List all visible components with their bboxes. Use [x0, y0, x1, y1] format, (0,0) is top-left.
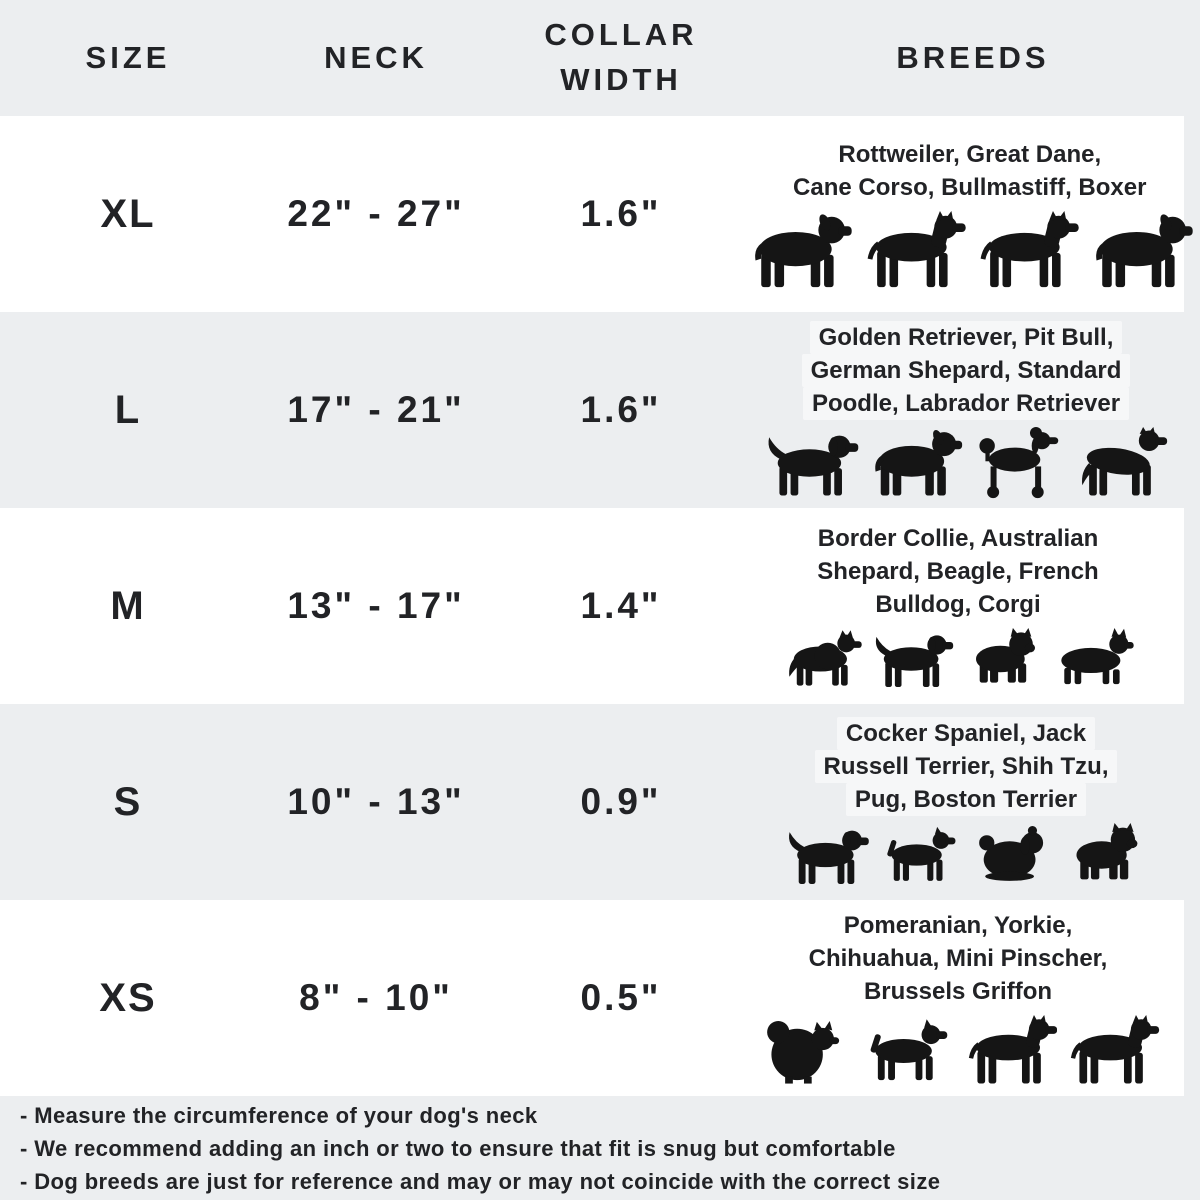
border-collie-icon	[782, 628, 865, 690]
breeds-text: Golden Retriever, Pit Bull, German Shepard, Standard Poodle, Labrador Retriever	[802, 321, 1131, 420]
breeds-text: Border Collie, Australian Shepard, Beagle, French Bulldog, Corgi	[808, 522, 1107, 621]
pug-icon	[1062, 823, 1147, 887]
neck-value: 17" - 21"	[287, 389, 465, 430]
dog-icons	[785, 823, 1147, 887]
beagle-icon	[872, 628, 955, 690]
breeds-cell	[746, 508, 1184, 704]
neck-value: 13" - 17"	[287, 585, 465, 626]
header-neck: NECK	[324, 39, 428, 75]
standard-poodle-icon	[970, 427, 1066, 499]
breeds-cell	[746, 704, 1200, 900]
footnote: - Measure the circumference of your dog's neck	[20, 1102, 538, 1128]
dog-icons	[764, 427, 1169, 499]
dog-icons	[756, 1015, 1161, 1087]
breeds-cell	[746, 116, 1200, 312]
cocker-spaniel-icon	[785, 823, 870, 887]
breeds-text: Pomeranian, Yorkie, Chihuahua, Mini Pinscher, Brussels Griffon	[800, 909, 1117, 1008]
mini-pinscher-icon	[1064, 1015, 1160, 1087]
size-value: L	[114, 387, 142, 432]
table-header-row	[0, 0, 1200, 116]
german-shepard-icon	[1072, 427, 1168, 499]
great-dane-icon	[860, 211, 967, 291]
size-value: M	[110, 583, 146, 628]
bullmastiff-icon	[1087, 211, 1194, 291]
dog-icons	[746, 211, 1194, 291]
breeds-text: Cocker Spaniel, Jack Russell Terrier, Shih Tzu, Pug, Boston Terrier	[815, 717, 1118, 816]
header-breeds: BREEDS	[896, 39, 1050, 75]
french-bulldog-icon	[962, 628, 1045, 690]
table-row-l	[0, 312, 1200, 508]
breeds-text: Rottweiler, Great Dane, Cane Corso, Bullmastiff, Boxer	[784, 138, 1155, 204]
rottweiler-icon	[746, 211, 853, 291]
footnote: - We recommend adding an inch or two to ensure that fit is snug but comfortable	[20, 1135, 896, 1161]
table-row-xs	[0, 900, 1200, 1096]
jack-russell-terrier-icon	[877, 823, 962, 887]
chihuahua-icon	[962, 1015, 1058, 1087]
neck-value: 22" - 27"	[287, 193, 465, 234]
size-value: XS	[99, 975, 157, 1020]
footnotes	[0, 1096, 1200, 1200]
collar-width-value: 1.6"	[580, 193, 662, 234]
shih-tzu-icon	[970, 823, 1055, 887]
collar-width-value: 0.5"	[580, 977, 662, 1018]
collar-width-value: 1.4"	[580, 585, 662, 626]
pomeranian-icon	[756, 1015, 852, 1087]
table-row-s	[0, 704, 1200, 900]
pit-bull-icon	[867, 427, 963, 499]
breeds-cell	[746, 900, 1184, 1096]
yorkie-icon	[859, 1015, 955, 1087]
header-size: SIZE	[85, 39, 171, 75]
collar-width-value: 1.6"	[580, 389, 662, 430]
table-row-xl	[0, 116, 1200, 312]
cane-corso-icon	[973, 211, 1080, 291]
table-row-m	[0, 508, 1200, 704]
collar-width-value: 0.9"	[580, 781, 662, 822]
neck-value: 10" - 13"	[287, 781, 465, 822]
footnote: - Dog breeds are just for reference and may or may not coincide with the correct size	[20, 1168, 941, 1194]
size-value: XL	[100, 191, 156, 236]
golden-retriever-icon	[764, 427, 860, 499]
breeds-cell	[746, 312, 1200, 508]
header-collar-width: COLLAR WIDTH	[544, 17, 698, 97]
dog-icons	[782, 628, 1134, 690]
corgi-icon	[1051, 628, 1134, 690]
neck-value: 8" - 10"	[299, 977, 453, 1018]
size-value: S	[113, 779, 143, 824]
